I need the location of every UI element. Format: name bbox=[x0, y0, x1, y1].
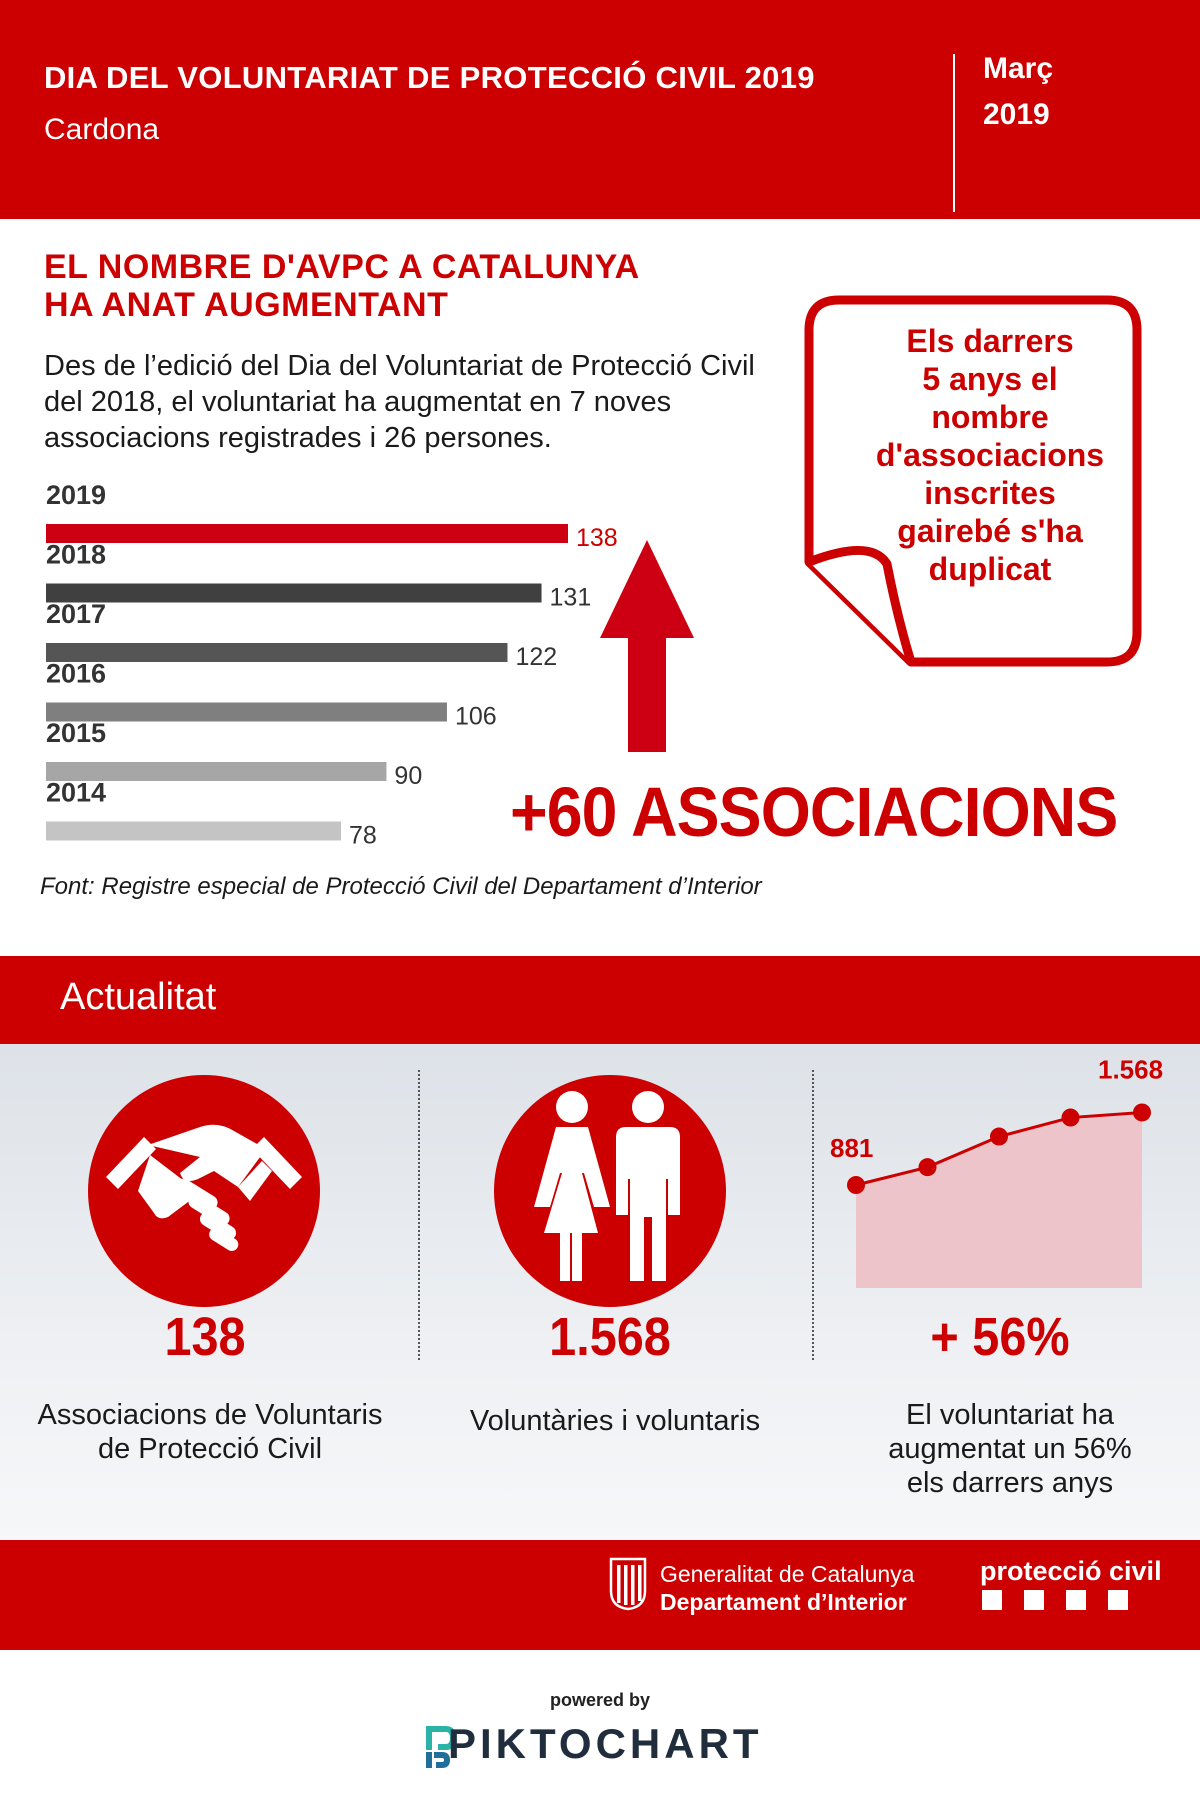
associations-label bbox=[10, 1398, 410, 1466]
proteccio-civil-square bbox=[982, 1590, 1002, 1610]
section-title-line2: HA ANAT AUGMENTANT bbox=[44, 286, 449, 324]
area-point bbox=[847, 1176, 865, 1194]
bar-value-label: 90 bbox=[394, 762, 423, 790]
bar-value-label: 106 bbox=[454, 702, 497, 731]
header-divider bbox=[953, 54, 955, 212]
note-line: duplicat bbox=[928, 551, 1052, 587]
people-icon bbox=[494, 1075, 726, 1307]
volunteers-count: 1.568 bbox=[549, 1307, 671, 1367]
bar-year-label: 2016 bbox=[46, 658, 107, 689]
bar bbox=[46, 524, 568, 543]
bar-value-label: 131 bbox=[549, 583, 592, 612]
bar bbox=[46, 703, 447, 722]
bar-year-label: 2014 bbox=[46, 777, 107, 808]
note-line: 5 anys el bbox=[922, 361, 1058, 397]
people-circle bbox=[494, 1075, 726, 1307]
handshake-icon bbox=[88, 1075, 320, 1307]
area-start-label: 881 bbox=[830, 1133, 874, 1164]
bar bbox=[46, 584, 542, 603]
dotted-divider bbox=[812, 1070, 814, 1360]
bar-value-label: 138 bbox=[576, 524, 618, 552]
associations-label-line2: de Protecció Civil bbox=[97, 1433, 323, 1465]
dotted-divider bbox=[418, 1070, 420, 1360]
note-line: inscrites bbox=[924, 475, 1056, 511]
growth-label-line1: El voluntariat ha bbox=[906, 1399, 1114, 1431]
department-name: Departament d’Interior bbox=[660, 1589, 907, 1615]
proteccio-civil-logo: protecció civil bbox=[980, 1556, 1162, 1586]
note-line: Els darrers bbox=[906, 323, 1074, 359]
area-point bbox=[990, 1128, 1008, 1146]
generalitat-logo-icon bbox=[607, 1557, 649, 1611]
area-point bbox=[1062, 1109, 1080, 1127]
actualitat-title: Actualitat bbox=[60, 976, 217, 1018]
associations-label-line1: Associacions de Voluntaris bbox=[37, 1399, 383, 1431]
powered-by-text: powered by bbox=[549, 1690, 651, 1710]
generalitat-name: Generalitat de Catalunya bbox=[660, 1561, 915, 1587]
note-text bbox=[840, 322, 1140, 588]
up-arrow-icon bbox=[600, 540, 694, 752]
source-note: Font: Registre especial de Protecció Civil del Departament d’Interior bbox=[40, 873, 762, 900]
bar-value-label: 78 bbox=[349, 821, 377, 850]
bar-year-label: 2018 bbox=[46, 539, 107, 570]
bar-year-label: 2015 bbox=[46, 718, 107, 748]
bar bbox=[46, 643, 507, 662]
area-end-label: 1.568 bbox=[1098, 1054, 1164, 1085]
associations-increase: +60 ASSOCIACIONS bbox=[510, 773, 1118, 851]
volunteers-label: Voluntàries i voluntaris bbox=[469, 1405, 761, 1437]
header-subtitle: Cardona bbox=[44, 113, 160, 146]
bar-value-label: 122 bbox=[515, 643, 558, 671]
growth-label-line3: els darrers anys bbox=[906, 1467, 1114, 1499]
area-point bbox=[1133, 1103, 1151, 1121]
note-line: d'associacions bbox=[875, 437, 1105, 473]
growth-label bbox=[860, 1398, 1160, 1500]
bar bbox=[46, 822, 341, 841]
header-title: DIA DEL VOLUNTARIAT DE PROTECCIÓ CIVIL 2019 bbox=[44, 60, 815, 95]
associations-count: 138 bbox=[164, 1307, 246, 1367]
growth-percent: + 56% bbox=[930, 1307, 1070, 1367]
area-chart bbox=[830, 1054, 1190, 1294]
handshake-circle bbox=[88, 1075, 320, 1307]
bar-year-label: 2017 bbox=[46, 599, 107, 629]
area-point bbox=[919, 1158, 937, 1176]
header-year: 2019 bbox=[983, 98, 1050, 131]
piktochart-wordmark[interactable]: PIKTOCHART bbox=[448, 1720, 763, 1767]
bar-year-label: 2019 bbox=[46, 480, 107, 510]
intro-text: Des de l’edició del Dia del Voluntariat de Protecció Civil del 2018, el voluntariat ha augmentat en 7 noves associacions registrades i 26 persones. bbox=[44, 350, 755, 454]
proteccio-civil-square bbox=[1066, 1590, 1086, 1610]
section-title-line1: EL NOMBRE D'AVPC A CATALUNYA bbox=[44, 248, 640, 286]
note-line: gairebé s'ha bbox=[897, 513, 1083, 549]
header-month: Març bbox=[983, 52, 1054, 85]
proteccio-civil-square bbox=[1108, 1590, 1128, 1610]
proteccio-civil-square bbox=[1024, 1590, 1044, 1610]
note-line: nombre bbox=[931, 399, 1049, 435]
growth-label-line2: augmentat un 56% bbox=[888, 1433, 1132, 1465]
